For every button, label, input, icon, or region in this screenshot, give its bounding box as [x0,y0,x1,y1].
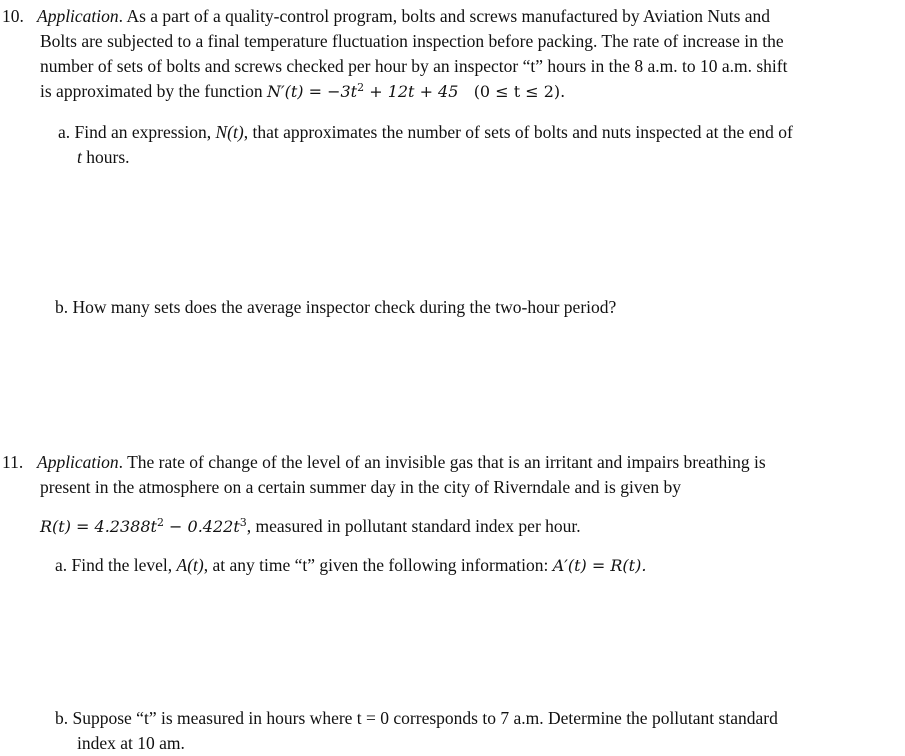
problem-10-number: 10. [2,6,24,26]
problem-10-part-b: b. How many sets does the average inspector check during the two-hour period? [55,295,616,320]
part-b-label: b. [55,297,69,317]
rate-function: $N'(t) = -3t^2 + 12t + 45$ (0 ≤ t ≤ 2). [266,81,566,101]
part-a-label: a. [58,122,71,142]
problem-10-keyword: Application [37,6,119,26]
problem-10-line-3: number of sets of bolts and screws checked per hour by an inspector “t” hours in the 8 a.m. to 10 a.m. shift [40,56,788,76]
problem-10-line-2: Bolts are subjected to a final temperature fluctuation inspection before packing. The rate of increase in the [40,31,784,51]
problem-10-statement [37,4,902,104]
derivative-equation: A′(t) = R(t). [552,556,647,575]
problem-11 [0,450,900,500]
function-symbol-n: N(t) [215,122,244,142]
part-a-label: a. [55,555,68,575]
problem-11-line-2: present in the atmosphere on a certain summer day in the city of Riverndale and is given by [40,477,681,497]
function-domain: (0 ≤ t ≤ 2). [473,82,566,101]
problem-11-statement [37,450,902,500]
problem-11-part-b: b. Suppose “t” is measured in hours where t = 0 corresponds to 7 a.m. Determine the pollutant standard [55,706,778,731]
problem-10-part-a: a. Find an expression, N(t), that approximates the number of sets of bolts and nuts inspected at the end of [58,120,793,145]
part-b-label: b. [55,708,69,728]
function-symbol-a: A(t) [176,555,204,575]
rate-equation: $R(t) = 4.2388t^2 - 0.422t^3$, measured in pollutant standard index per hour. [40,516,581,536]
problem-11-number: 11. [2,452,24,472]
problem-10-line-4: is approximated by the function $N'(t) = -3t^2 + 12t + 45$ (0 ≤ t ≤ 2). [40,81,566,101]
problem-11-part-a: a. Find the level, A(t), at any time “t” given the following information: A′(t) = R(t). [55,553,646,578]
problem-11-keyword: Application [37,452,119,472]
problem-10-line-1: Application. As a part of a quality-control program, bolts and screws manufactured by Aviation Nuts and [37,6,771,26]
problem-11-line-1: Application. The rate of change of the level of an invisible gas that is an irritant and impairs breathing is [37,452,766,472]
problem-10 [0,4,900,104]
problem-11-part-b-continued: index at 10 am. [77,733,185,753]
problem-10-part-a-continued: t hours. [77,147,130,167]
